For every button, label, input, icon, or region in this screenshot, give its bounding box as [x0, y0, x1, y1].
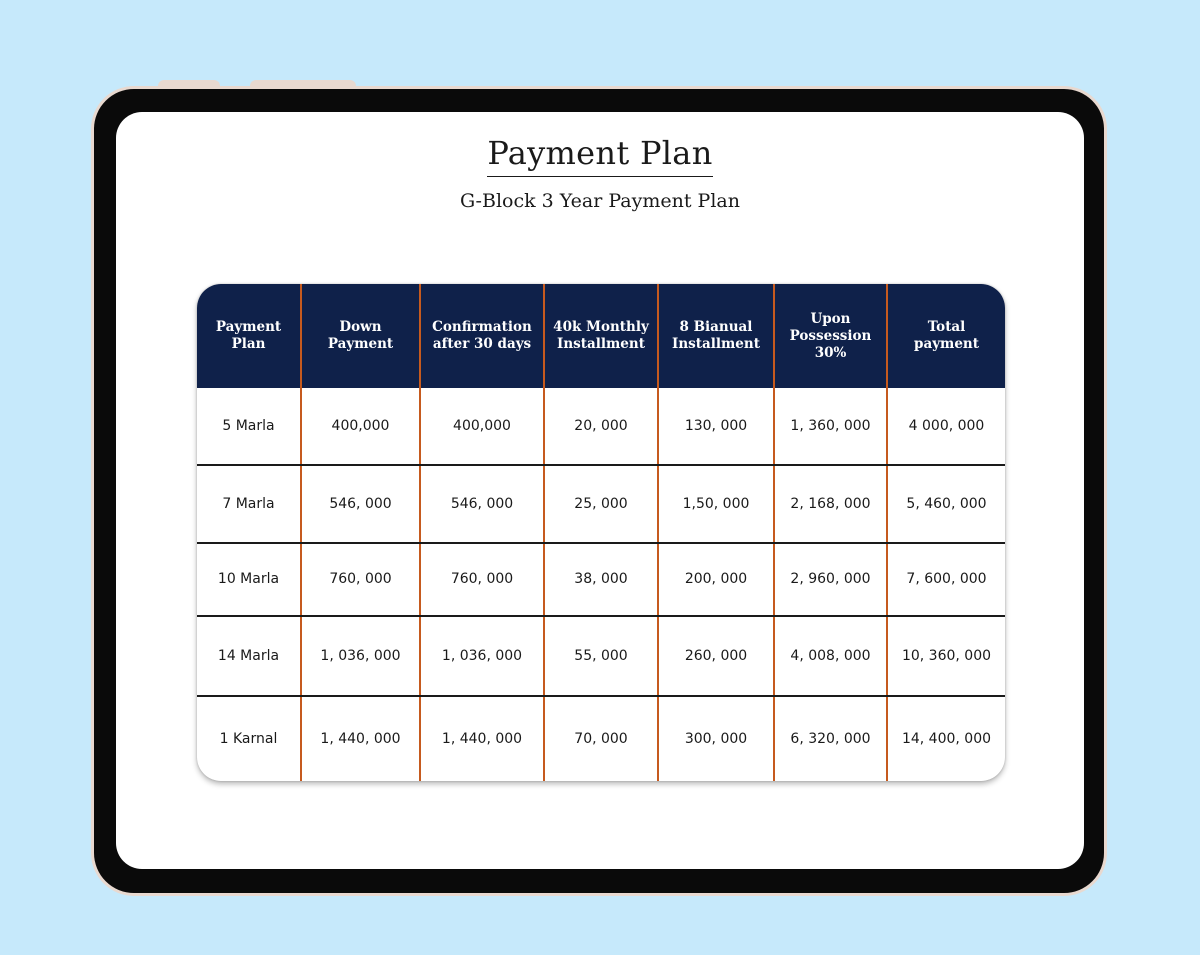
- header-cell-upon-possession: Upon Possession 30%: [774, 284, 887, 388]
- table-cell: 760, 000: [420, 543, 544, 615]
- table-cell: 1, 360, 000: [774, 388, 887, 465]
- table-cell: 38, 000: [544, 543, 658, 615]
- table-cell: 4 000, 000: [887, 388, 1005, 465]
- table-cell: 2, 168, 000: [774, 465, 887, 543]
- table-cell: 546, 000: [420, 465, 544, 543]
- page-title: [116, 134, 1084, 177]
- table-cell: 1, 036, 000: [420, 616, 544, 696]
- tablet-frame: [94, 89, 1104, 893]
- table-cell: 546, 000: [301, 465, 420, 543]
- table-cell: 25, 000: [544, 465, 658, 543]
- table-cell: 10 Marla: [197, 543, 301, 615]
- header-cell-monthly-installment: 40k Monthly Installment: [544, 284, 658, 388]
- table-cell: 7 Marla: [197, 465, 301, 543]
- payment-plan-table: [197, 284, 1005, 781]
- table-cell: 1 Karnal: [197, 696, 301, 781]
- table-cell: 10, 360, 000: [887, 616, 1005, 696]
- table-cell: 5, 460, 000: [887, 465, 1005, 543]
- table-cell: 6, 320, 000: [774, 696, 887, 781]
- table-row: [197, 616, 1005, 696]
- table-cell: 1, 440, 000: [420, 696, 544, 781]
- table-row: [197, 543, 1005, 615]
- table-cell: 760, 000: [301, 543, 420, 615]
- table-cell: 14 Marla: [197, 616, 301, 696]
- table-cell: 7, 600, 000: [887, 543, 1005, 615]
- table-cell: 300, 000: [658, 696, 774, 781]
- table-cell: 4, 008, 000: [774, 616, 887, 696]
- table-row: [197, 465, 1005, 543]
- header-cell-down-payment: Down Payment: [301, 284, 420, 388]
- tablet-screen: [116, 112, 1084, 869]
- page-title-text: Payment Plan: [487, 134, 712, 177]
- header-cell-bianual-installment: 8 Bianual Installment: [658, 284, 774, 388]
- table-cell: 14, 400, 000: [901, 730, 992, 747]
- table-cell: 130, 000: [658, 388, 774, 465]
- table-row: [197, 388, 1005, 465]
- table-cell: 1, 440, 000: [301, 696, 420, 781]
- table-cell: 2, 960, 000: [774, 543, 887, 615]
- page-subtitle: G-Block 3 Year Payment Plan: [460, 190, 740, 212]
- header-cell-total-payment: Total payment: [887, 284, 1005, 388]
- table-cell: 20, 000: [544, 388, 658, 465]
- table-cell: 400,000: [420, 388, 544, 465]
- header-cell-confirmation: Confirmation after 30 days: [420, 284, 544, 388]
- header-cell-payment-plan: Payment Plan: [197, 284, 301, 388]
- table-cell: 1,50, 000: [658, 465, 774, 543]
- table-cell: 5 Marla: [197, 388, 301, 465]
- table-row: [197, 696, 1005, 781]
- table-cell: 1, 036, 000: [301, 616, 420, 696]
- table-cell: 55, 000: [544, 616, 658, 696]
- table-cell: 260, 000: [658, 616, 774, 696]
- table-cell: 400,000: [301, 388, 420, 465]
- table-cell: 200, 000: [658, 543, 774, 615]
- payment-table: [197, 284, 1005, 781]
- table-cell: 70, 000: [544, 696, 658, 781]
- header-row: [197, 284, 1005, 388]
